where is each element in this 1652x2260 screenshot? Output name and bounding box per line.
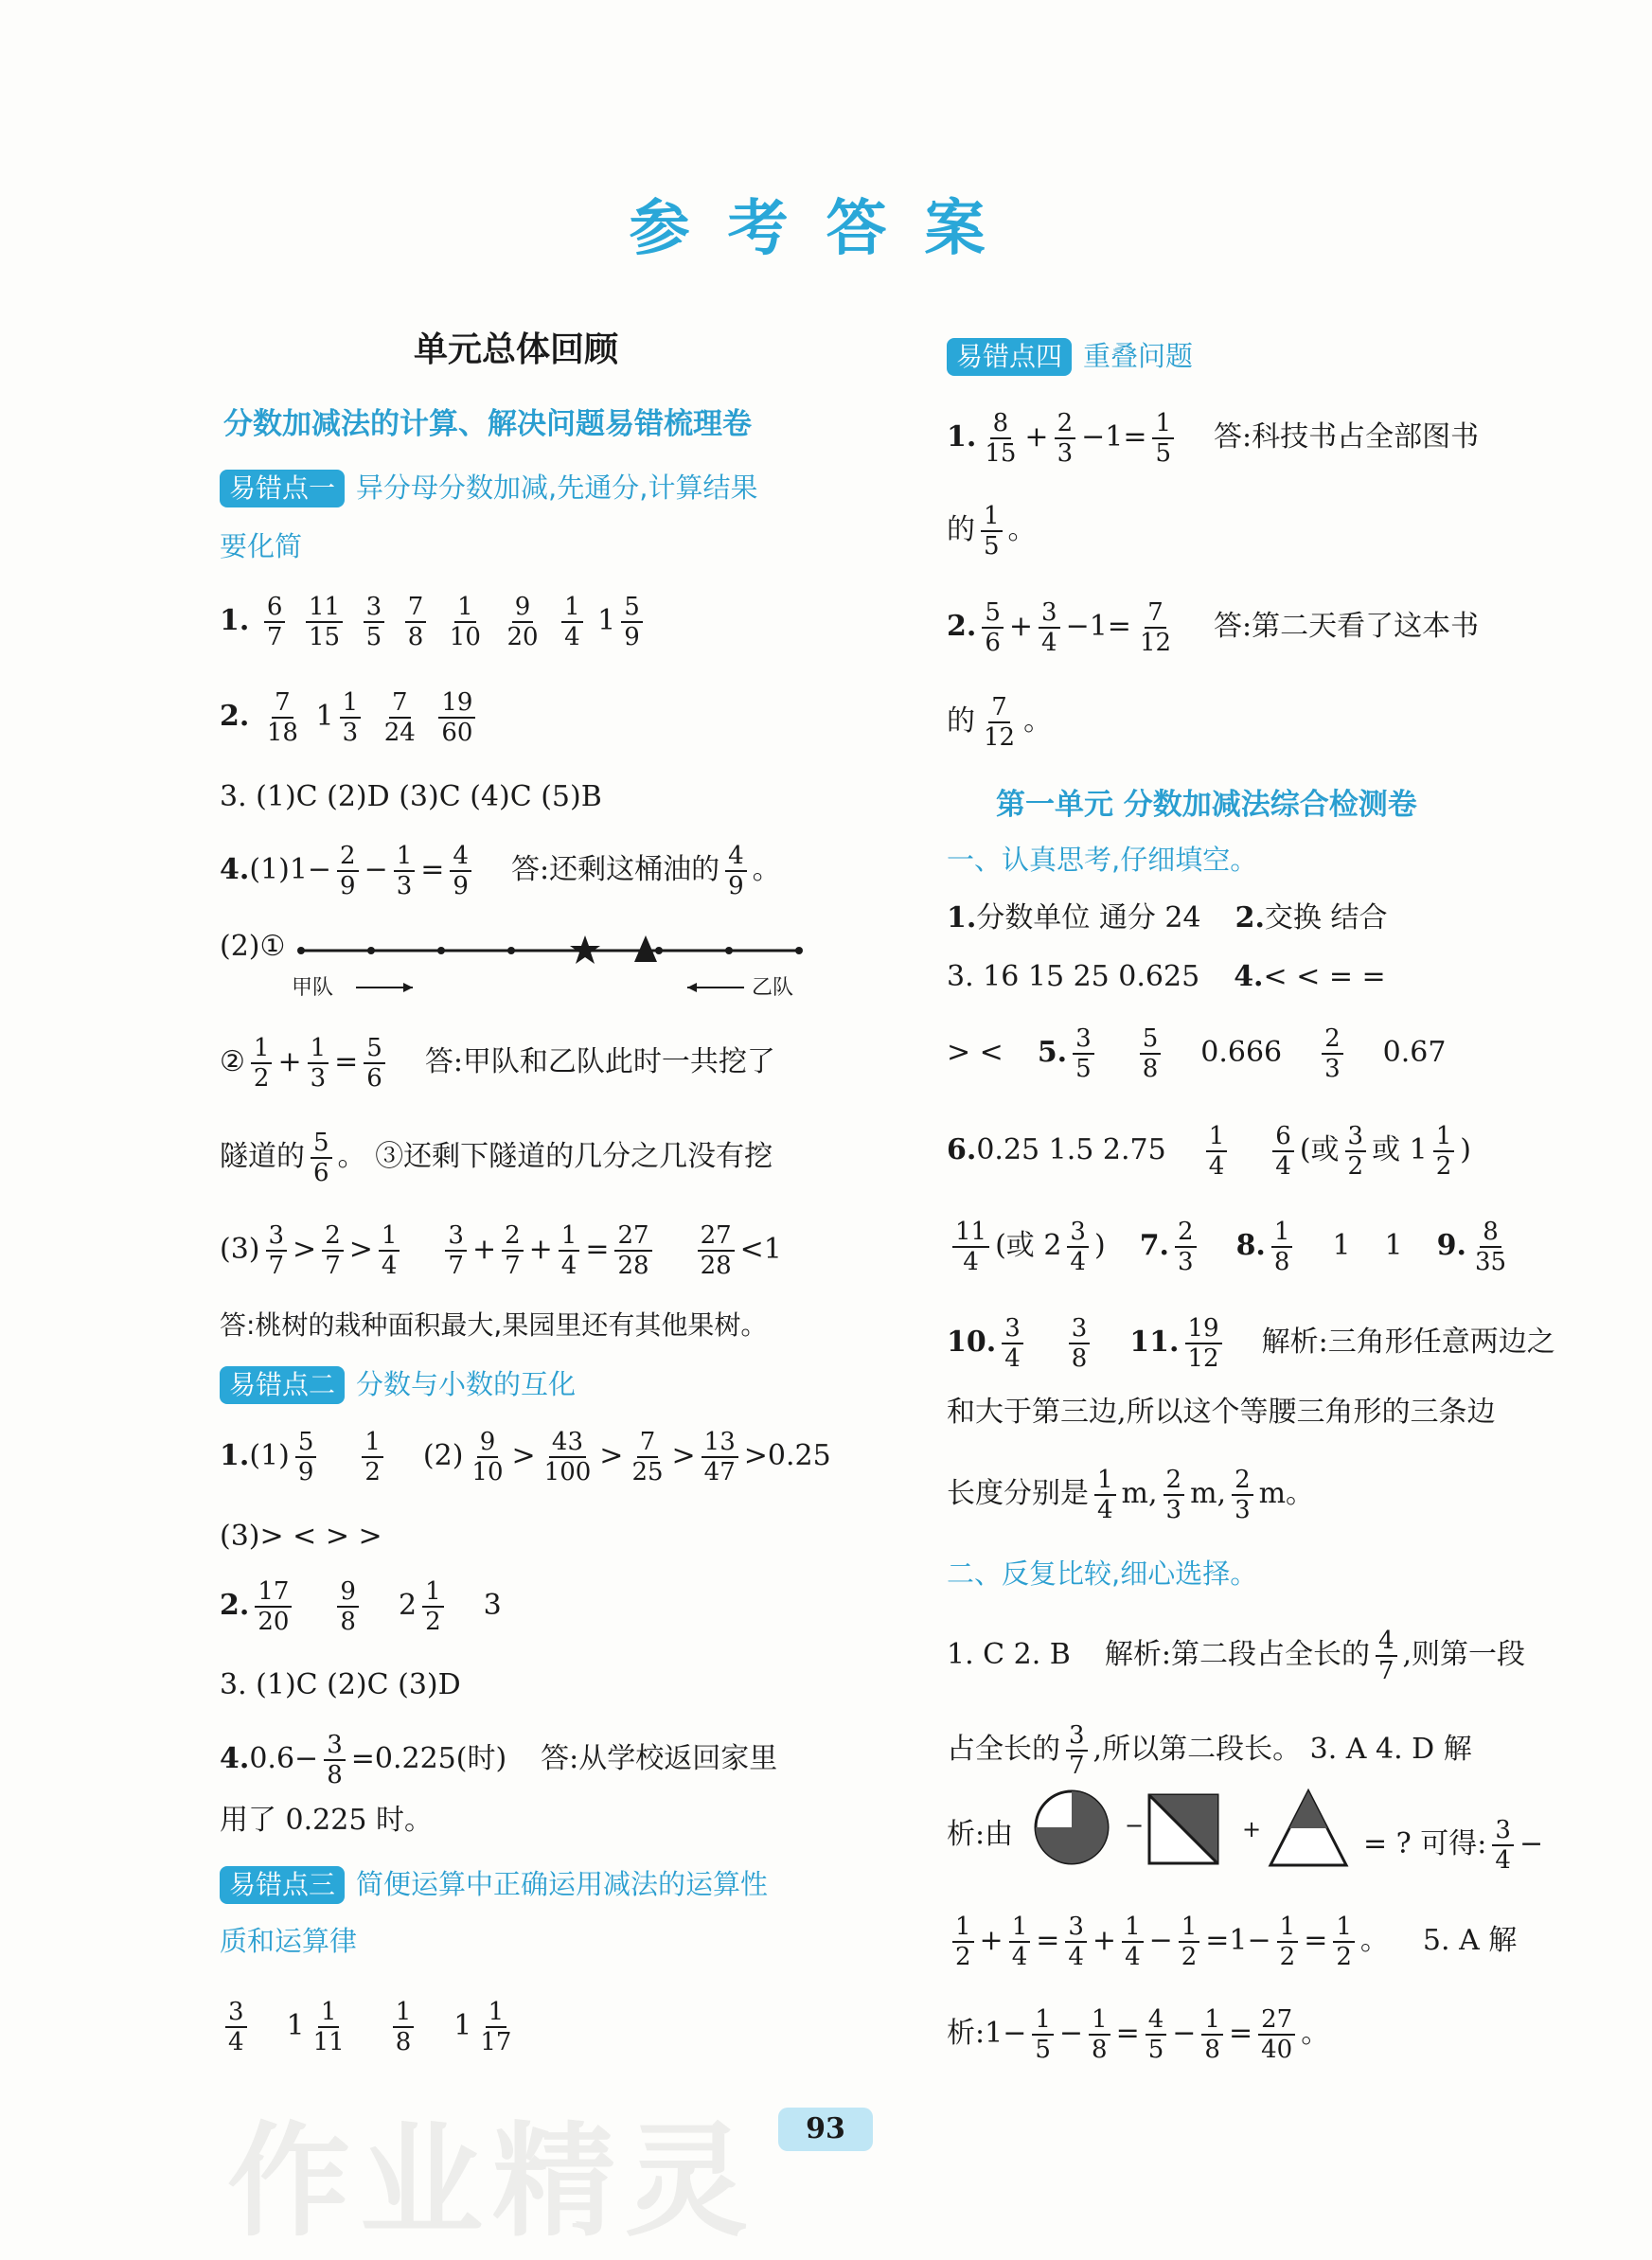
p2-answer-1: 1.(1) $\frac{5}{9}$ $\frac{1}{2}$ (2) $\frac{9}{10}$ > $\frac{43}{100}$ > $\frac{7}{25}$ > $\frac{13}{47}$ >0.25 [220, 1428, 831, 1486]
answer-text: 解析:第二段占全长的 [1104, 1638, 1370, 1671]
answer-4-2-cont: 隧道的 $\frac{5}{6}$ 。 ③还剩下隧道的几分之几没有挖 [220, 1129, 773, 1187]
r-answer-2: 2. $\frac{5}{6}$ + $\frac{3}{4}$ −1= $\frac{7}{12}$ 答:第二天看了这本书 [947, 598, 1480, 657]
r-s1-q10-11: 10. $\frac{3}{4}$ $\frac{3}{8}$ 11. $\frac{19}{12}$ 解析:三角形任意两边之 [947, 1314, 1555, 1373]
error-title: 简便运算中正确运用减法的运算性 [356, 1868, 769, 1900]
number-line-diagram [292, 928, 867, 1004]
p2-answer-2: 2. $\frac{17}{20}$ $\frac{9}{8}$ 2 $\frac{1}{2}$ 3 [220, 1577, 502, 1636]
answer-text: 5. A 解 [1422, 1924, 1518, 1957]
error-title-cont: 质和运算律 [220, 1925, 358, 1957]
answer-text: 答:从学校返回家里 [541, 1742, 778, 1775]
r-s2-q4-calc: $\frac{1}{2}$ + $\frac{1}{4}$ = $\frac{3}{4}$ + $\frac{1}{4}$ − $\frac{1}{2}$ =1− $\frac{1}{2}$ = $\frac{1}{2}$ 。 5. A 解 [947, 1913, 1517, 1971]
answer-text: > < [947, 1036, 1004, 1069]
r-s1-q3-4: 3. 16 15 25 0.625 4.< < = = [947, 960, 1386, 993]
label-yi: 乙队 [752, 976, 794, 1000]
answer-text: 。 ③还剩下隧道的几分之几没有挖 [337, 1140, 773, 1173]
tick-dot [795, 947, 803, 954]
answer-text: 长度分别是 [947, 1477, 1089, 1510]
svg-text:+: + [1242, 1816, 1262, 1842]
error-point-3 [220, 1865, 768, 1904]
unit-title: 第一单元 分数加减法综合检测卷 [996, 788, 1417, 822]
error-point-4 [947, 337, 1193, 376]
r-answer-1: 1. $\frac{8}{15}$ + $\frac{2}{3}$ −1= $\frac{1}{5}$ 答:科技书占全部图书 [947, 409, 1480, 468]
tick-dot [655, 947, 663, 954]
r-s2-q5-calc: 析:1− $\frac{1}{5}$ − $\frac{1}{8}$ = $\frac{4}{5}$ − $\frac{1}{8}$ = $\frac{27}{40}$ 。 [947, 2005, 1330, 2064]
answer-3: 3. (1)C (2)D (3)C (4)C (5)B [220, 780, 602, 813]
r-s2-q4-expl2: = ? 可得: $\frac{3}{4}$ − [1363, 1816, 1544, 1875]
answer-text: 交换 结合 [1264, 901, 1388, 934]
p2-answer-3: 3. (1)C (2)C (3)D [220, 1668, 461, 1701]
tick-dot [297, 947, 305, 954]
r-s2-q2-cont: 占全长的 $\frac{3}{7}$ ,所以第二段长。 3. A 4. D 解 [947, 1721, 1472, 1780]
answer-text: 析: [947, 2017, 986, 2050]
error-title: 异分母分数加减,先通分,计算结果 [356, 472, 758, 504]
error-badge: 易错点四 [947, 338, 1072, 376]
r-s1-q11-cont2: 长度分别是 $\frac{1}{4}$ m, $\frac{2}{3}$ m, $\frac{2}{3}$ m。 [947, 1466, 1315, 1524]
page-title: 参考答案 [629, 193, 1023, 264]
error-title: 重叠问题 [1083, 340, 1194, 372]
svg-text:−: − [1125, 1812, 1145, 1839]
tick-dot [725, 947, 733, 954]
answer-text: < < = = [1263, 960, 1386, 993]
section-subheading: 分数加减法的计算、解决问题易错梳理卷 [223, 407, 752, 441]
tick-dot [367, 947, 375, 954]
r-s2-q1-2: 1. C 2. B 解析:第二段占全长的 $\frac{4}{7}$ ,则第一段 [947, 1627, 1526, 1685]
section-2-title: 二、反复比较,细心选择。 [947, 1557, 1258, 1590]
p2-answer-1-3: (3)> < > > [220, 1520, 382, 1553]
error-point-2 [220, 1365, 576, 1404]
answer-text: 答:科技书占全部图书 [1214, 420, 1480, 454]
answer-1: 1. $\frac{6}{7}$ $\frac{11}{15}$ $\frac{3}{5}$ $\frac{7}{8}$ $\frac{1}{10}$ $\frac{9}{20}$ $\frac{1}{4}$ 1 $\frac{5}{9}$ [220, 593, 648, 651]
r-s1-q1-2: 1.分数单位 通分 24 2.交换 结合 [947, 901, 1388, 934]
answer-text: = ? 可得: [1363, 1827, 1487, 1860]
section-1-title: 一、认真思考,仔细填空。 [947, 844, 1258, 876]
tick-dot [437, 947, 445, 954]
r-s1-q7-9: $\frac{11}{4}$ (或 2 $\frac{3}{4}$ ) 7. $\frac{2}{3}$ 8. $\frac{1}{8}$ 1 1 9. $\frac{8}{35}$ [947, 1218, 1515, 1276]
p3-answer: $\frac{3}{4}$ 1 $\frac{1}{11}$ $\frac{1}{8}$ 1 $\frac{1}{17}$ [220, 1998, 520, 2056]
triangle-icon [634, 935, 657, 962]
answer-text: 占全长的 [947, 1733, 1060, 1766]
answer-text: 解析:三角形任意两边之 [1261, 1326, 1555, 1359]
r-s1-q6: 6.0.25 1.5 2.75 $\frac{1}{4}$ $\frac{6}{4}$ (或 $\frac{3}{2}$ 或 1 $\frac{1}{2}$ ) [947, 1122, 1471, 1181]
answer-text: ,所以第二段长。 3. A 4. D 解 [1092, 1733, 1472, 1766]
r-s1-q5: > < 5. $\frac{3}{5}$ $\frac{5}{8}$ 0.666 $\frac{2}{3}$ 0.67 [947, 1024, 1447, 1083]
answer-text: ,则第一段 [1402, 1638, 1526, 1671]
shapes-diagram [1034, 1780, 1375, 1894]
answer-text: 答:第二天看了这本书 [1214, 610, 1480, 643]
answer-text: 隧道的 [220, 1140, 305, 1173]
answer-text: 的 [947, 704, 975, 738]
period: 。 [752, 853, 781, 886]
watermark: 作业精灵 [227, 2109, 758, 2253]
section-heading: 单元总体回顾 [414, 330, 619, 369]
answer-text: 答:甲队和乙队此时一共挖了 [424, 1045, 775, 1078]
tick-dot [507, 947, 515, 954]
answer-text: 1. C 2. B [947, 1638, 1071, 1671]
answer-2: 2. $\frac{7}{18}$ 1 $\frac{1}{3}$ $\frac{7}{24}$ $\frac{19}{60}$ [220, 688, 481, 747]
page-number: 93 [778, 2108, 873, 2151]
r-answer-2-cont: 的 $\frac{7}{12}$ 。 [947, 693, 1053, 752]
r-answer-1-cont: 的 $\frac{1}{5}$ 。 [947, 502, 1037, 561]
answer-text: 分数单位 通分 24 [976, 901, 1201, 934]
error-badge: 易错点一 [220, 470, 345, 507]
error-title: 分数与小数的互化 [356, 1368, 577, 1400]
r-s2-q4-expl [947, 1816, 1013, 1854]
error-title-cont: 要化简 [220, 530, 303, 562]
error-badge: 易错点三 [220, 1866, 345, 1904]
answer-4-3-text: 答:桃树的栽种面积最大,果园里还有其他果树。 [220, 1309, 768, 1341]
number-line-row: (2)① [220, 930, 286, 963]
p2-answer-4-cont: 用了 0.225 时。 [220, 1804, 433, 1837]
error-badge: 易错点二 [220, 1366, 345, 1404]
answer-text: 的 [947, 513, 975, 546]
answer-4-2: ② $\frac{1}{2}$ + $\frac{1}{3}$ = $\frac{5}{6}$ 答:甲队和乙队此时一共挖了 [220, 1034, 775, 1093]
answer-4-3: (3) $\frac{3}{7}$ > $\frac{2}{7}$ > $\frac{1}{4}$ $\frac{3}{7}$ + $\frac{2}{7}$ + $\frac{1}{4}$ = $\frac{27}{28}$ $\frac{27}{28}$ <1 [220, 1221, 782, 1280]
answer-text: 析:由 [947, 1818, 1014, 1851]
label-jia: 甲队 [292, 976, 334, 1000]
answer-text: 答:还剩这桶油的 [510, 853, 720, 886]
p2-answer-4: 4.0.6− $\frac{3}{8}$ =0.225(时) 答:从学校返回家里 [220, 1731, 778, 1789]
error-point-1 [220, 469, 757, 507]
answer-4: 4.(1)1− $\frac{2}{9}$ − $\frac{1}{3}$ = $\frac{4}{9}$ 答:还剩这桶油的 $\frac{4}{9}$ 。 [220, 842, 781, 900]
r-s1-q11-cont: 和大于第三边,所以这个等腰三角形的三条边 [947, 1396, 1496, 1429]
answer-text: 3. 16 15 25 0.625 [947, 960, 1200, 993]
